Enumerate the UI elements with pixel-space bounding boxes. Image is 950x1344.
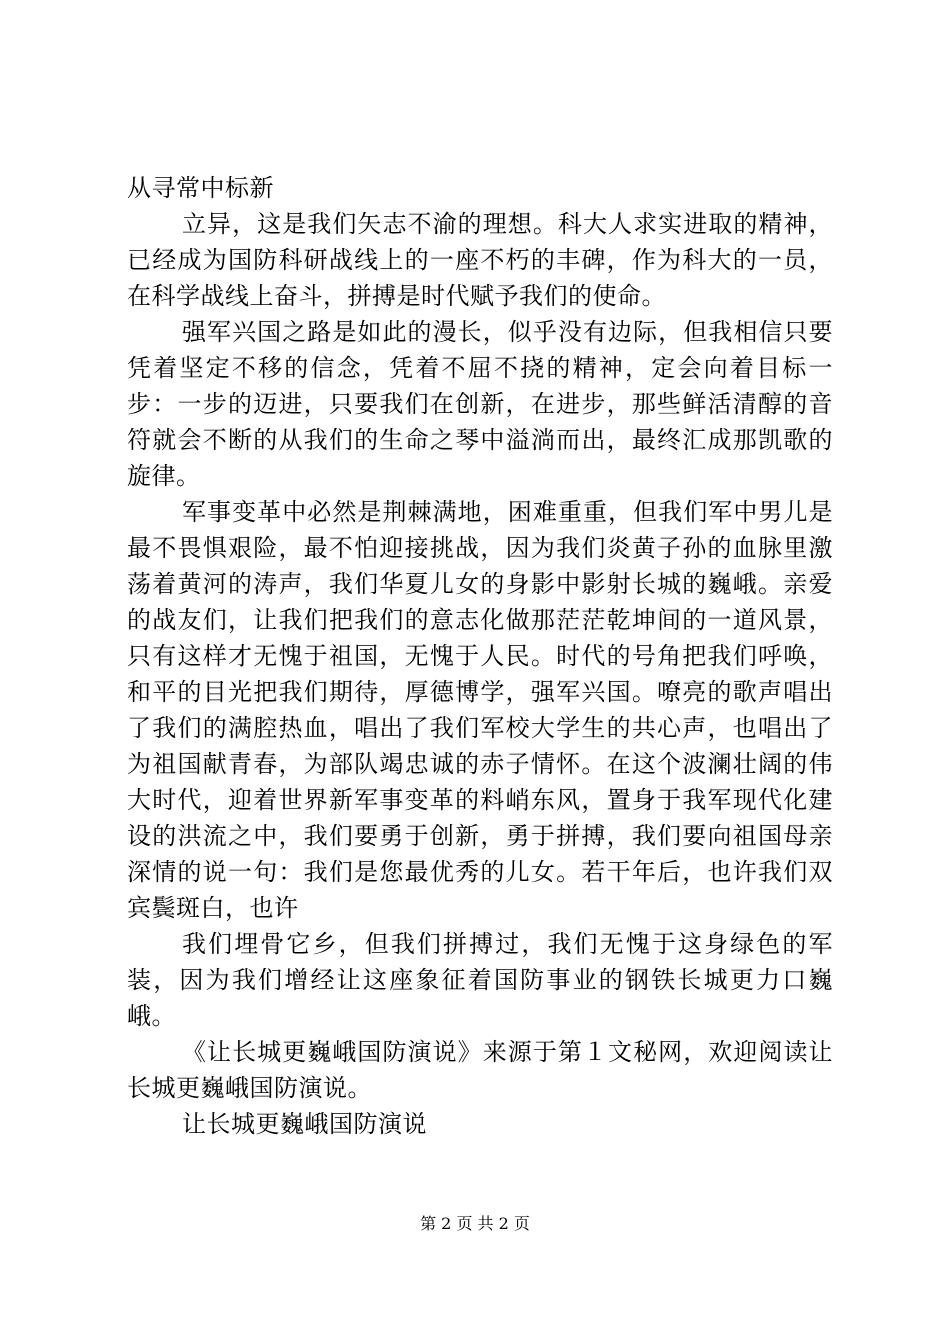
paragraph-road: 强军兴国之路是如此的漫长，似乎没有边际，但我相信只要凭着坚定不移的信念，凭着不屈不挠的精神，定会向着目标一步：一步的迈进，只要我们在创新，在进步，那些鲜活清醇的音符就会不断的从我们的生命之琴中溢淌而出，最终汇成那凯歌的旋律。 <box>127 318 833 490</box>
paragraph-reform: 军事变革中必然是荆棘满地，困难重重，但我们军中男儿是最不畏惧艰险，最不怕迎接挑战，因为我们炎黄子孙的血脉里激荡着黄河的涛声，我们华夏儿女的身影中影射长城的巍峨。亲爱的战友们，让我们把我们的意志化做那茫茫乾坤间的一道风景，只有这样才无愧于祖国，无愧于人民。时代的号角把我们呼唤，和平的目光把我们期待，厚德博学，强军兴国。嘹亮的歌声唱出了我们的满腔热血，唱出了我们军校大学生的共心声，也唱出了为祖国献青春，为部队竭忠诚的赤子情怀。在这个波澜壮阔的伟大时代，迎着世界新军事变革的料峭东风，置身于我军现代化建设的洪流之中，我们要勇于创新，勇于拼搏，我们要向祖国母亲深情的说一句：我们是您最优秀的儿女。若干年后，也许我们双宾鬓斑白，也许 <box>127 498 833 922</box>
body-text <box>127 170 833 1142</box>
paragraph-ideal: 立异，这是我们矢志不渝的理想。科大人求实进取的精神，已经成为国防科研战线上的一座不朽的丰碑，作为科大的一员，在科学战线上奋斗，拼搏是时代赋予我们的使命。 <box>127 210 833 310</box>
paragraph-title-repeat: 让长城更巍峨国防演说 <box>182 1110 427 1138</box>
paragraph-sacrifice: 我们埋骨它乡，但我们拼搏过，我们无愧于这身绿色的军装，因为我们增经让这座象征着国防事业的钢铁长城更力口巍峨。 <box>127 930 833 1030</box>
page-footer <box>0 1214 950 1234</box>
paragraph-continuation: 从寻常中标新 <box>127 174 274 202</box>
paragraph-source-note: 《让长城更巍峨国防演说》来源于第１文秘网，欢迎阅读让长城更巍峨国防演说。 <box>127 1038 833 1102</box>
page-number-label: 第 2 页 共 2 页 <box>420 1214 530 1233</box>
